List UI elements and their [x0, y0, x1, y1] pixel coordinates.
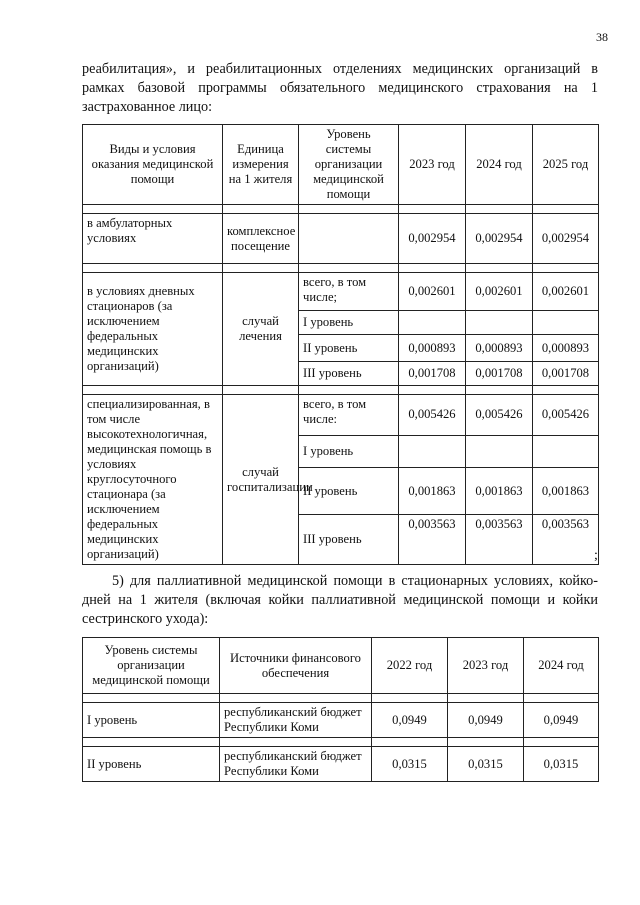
value-cell: [533, 311, 599, 335]
value-cell: 0,003563: [533, 515, 599, 565]
table-row: [83, 214, 599, 264]
value-cell: 0,002601: [466, 273, 533, 311]
value-cell: 0,001708: [466, 362, 533, 386]
value-cell: 0,000893: [466, 335, 533, 362]
header-2025: 2025 год: [533, 125, 599, 205]
header-level: Уровень системы организации медицинской помощи: [83, 638, 220, 694]
header-2023: 2023 год: [399, 125, 466, 205]
value-cell: 0,000893: [399, 335, 466, 362]
level-cell: I уровень: [83, 703, 220, 738]
value-cell: [533, 435, 599, 467]
header-level: Уровень системы организации медицинской помощи: [299, 125, 399, 205]
table-row: [83, 395, 599, 436]
level-cell: II уровень: [83, 747, 220, 782]
value-cell: 0,001863: [466, 468, 533, 515]
level-cell: II уровень: [299, 335, 399, 362]
table-header-row: [83, 125, 599, 205]
page-number: 38: [596, 30, 608, 44]
spacer-row: [83, 386, 599, 395]
value-cell: 0,002601: [399, 273, 466, 311]
value-cell: 0,0315: [372, 747, 448, 782]
value-cell: 0,005426: [533, 395, 599, 436]
source-cell: республиканский бюджет Республики Коми: [220, 703, 372, 738]
value-cell: 0,0949: [524, 703, 599, 738]
value-cell: 0,002954: [533, 214, 599, 264]
table-outpatient-day-hospital-norms: [82, 124, 599, 565]
header-unit: Единица измерения на 1 жителя: [223, 125, 299, 205]
header-type: Виды и условия оказания медицинской помощи: [83, 125, 223, 205]
value-cell: 0,005426: [466, 395, 533, 436]
value-cell: 0,002954: [399, 214, 466, 264]
level-cell: I уровень: [299, 435, 399, 467]
value-cell: [466, 435, 533, 467]
spacer-row: [83, 264, 599, 273]
value-cell: [399, 311, 466, 335]
value-cell: [399, 435, 466, 467]
header-2022: 2022 год: [372, 638, 448, 694]
value-cell: [466, 311, 533, 335]
type-specialized: специализированная, в том числе высокотехнологичная, медицинская помощь в условиях круглосуточного стационара (за исключением федеральных медицинских организаций): [83, 395, 223, 565]
table-row: [83, 703, 599, 738]
value-cell: 0,005426: [399, 395, 466, 436]
header-2023: 2023 год: [448, 638, 524, 694]
level-cell: всего, в том числе:: [299, 395, 399, 436]
header-source: Источники финансового обеспечения: [220, 638, 372, 694]
trailing-semicolon: ;: [594, 548, 598, 563]
level-ambulatory: [299, 214, 399, 264]
value-cell: 0,0949: [448, 703, 524, 738]
spacer-row: [83, 694, 599, 703]
value-cell: 0,001863: [399, 468, 466, 515]
table-header-row: [83, 638, 599, 694]
value-cell: 0,000893: [533, 335, 599, 362]
type-day-hospital: в условиях дневных стационаров (за исключением федеральных медицинских организаций): [83, 273, 223, 386]
level-cell: III уровень: [299, 362, 399, 386]
header-2024: 2024 год: [524, 638, 599, 694]
unit-ambulatory: комплексное посещение: [223, 214, 299, 264]
value-cell: 0,002601: [533, 273, 599, 311]
table-palliative-care-norms: [82, 637, 599, 782]
level-cell: II уровень: [299, 468, 399, 515]
level-cell: III уровень: [299, 515, 399, 565]
table-row: [83, 747, 599, 782]
spacer-row: [83, 205, 599, 214]
value-cell: 0,001863: [533, 468, 599, 515]
value-cell: 0,0315: [448, 747, 524, 782]
unit-day-hospital: случай лечения: [223, 273, 299, 386]
value-cell: 0,001708: [533, 362, 599, 386]
value-cell: 0,0315: [524, 747, 599, 782]
header-2024: 2024 год: [466, 125, 533, 205]
paragraph-5: 5) для паллиативной медицинской помощи в стационарных условиях, койко-дней на 1 жителя (включая койки паллиативной медицинской помощи и койки сестринского ухода):: [82, 573, 598, 627]
value-cell: 0,003563: [466, 515, 533, 565]
level-cell: I уровень: [299, 311, 399, 335]
unit-specialized: случай госпитализации: [223, 395, 299, 565]
value-cell: 0,003563: [399, 515, 466, 565]
level-cell: всего, в том числе;: [299, 273, 399, 311]
table-row: [83, 273, 599, 311]
source-cell: республиканский бюджет Республики Коми: [220, 747, 372, 782]
value-cell: 0,001708: [399, 362, 466, 386]
value-cell: 0,002954: [466, 214, 533, 264]
intro-paragraph: реабилитация», и реабилитационных отделениях медицинских организаций в рамках базовой программы обязательного медицинского страхования на 1 застрахованное лицо:: [82, 61, 598, 115]
value-cell: 0,0949: [372, 703, 448, 738]
spacer-row: [83, 738, 599, 747]
type-ambulatory: в амбулаторных условиях: [83, 214, 223, 264]
